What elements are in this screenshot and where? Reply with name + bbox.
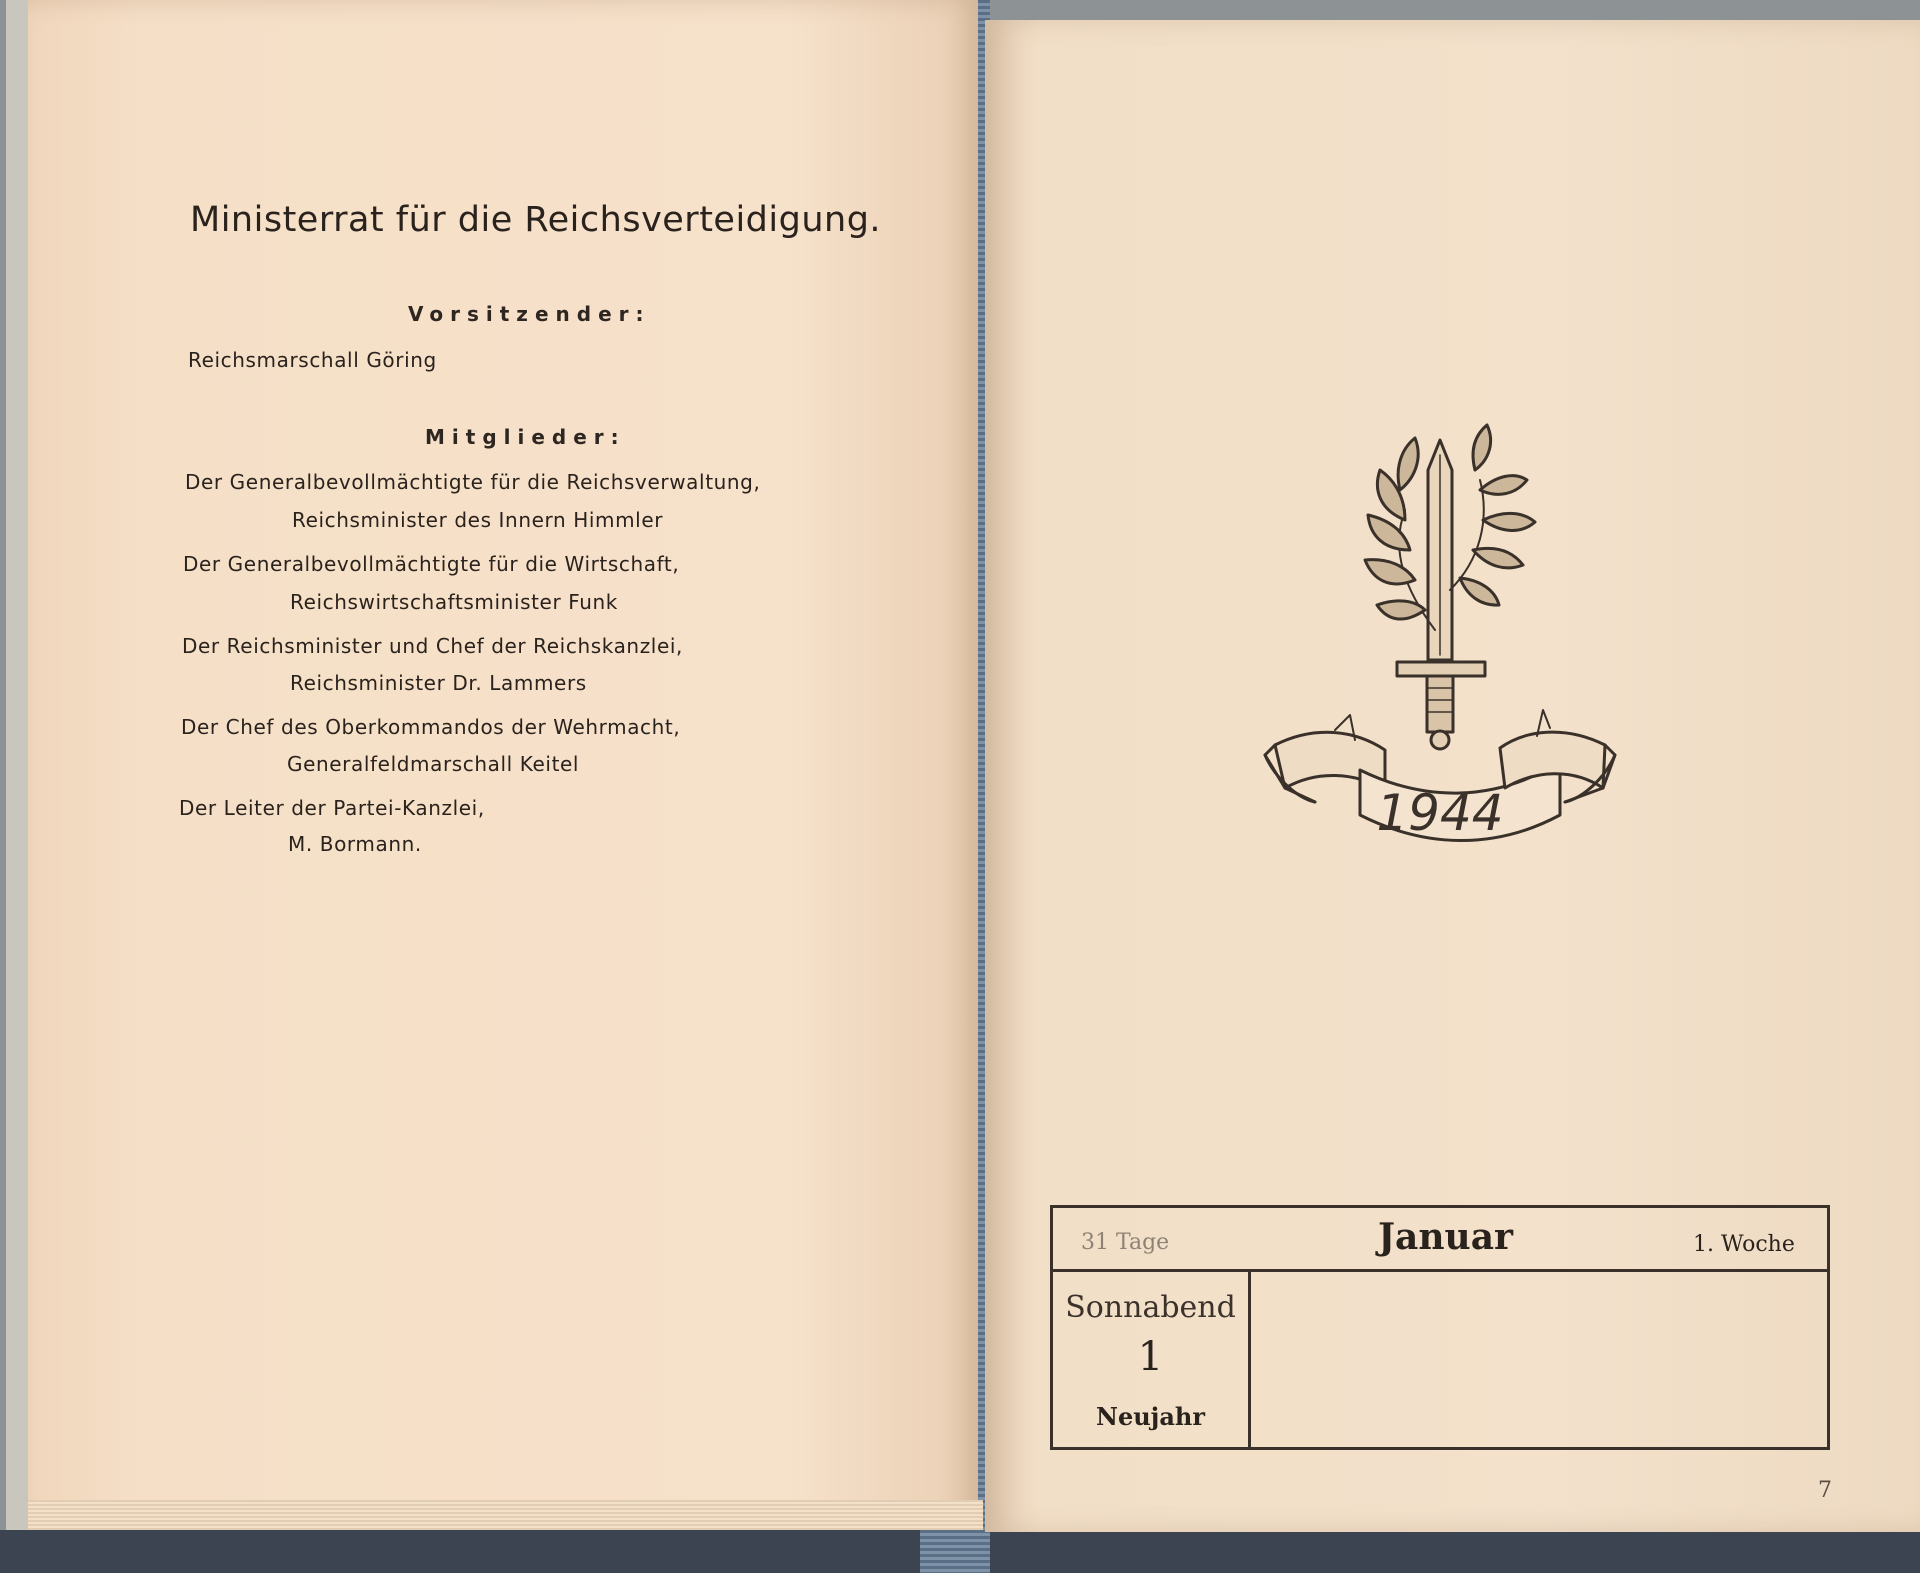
week-number: 1. Woche	[1693, 1232, 1795, 1257]
member-name: Reichsminister Dr. Lammers	[290, 671, 587, 695]
calendar-entry	[1050, 1205, 1830, 1450]
chair-heading: Vorsitzender:	[408, 302, 651, 326]
page-title: Ministerrat für die Reichsverteidigung.	[190, 200, 882, 240]
page-edges	[28, 1500, 983, 1530]
month-name: Januar	[1378, 1216, 1513, 1258]
member-role: Der Generalbevollmächtigte für die Reichsverwaltung,	[185, 470, 761, 494]
weekday: Sonnabend	[1065, 1290, 1236, 1325]
sword-laurel-banner-icon	[1205, 410, 1675, 880]
members-heading: Mitglieder:	[425, 425, 626, 449]
member-name: Reichswirtschaftsminister Funk	[290, 590, 618, 614]
day-cell	[1053, 1272, 1251, 1447]
calendar-entry-header	[1053, 1208, 1827, 1272]
member-role: Der Generalbevollmächtigte für die Wirtschaft,	[183, 552, 680, 576]
day-number: 1	[1137, 1334, 1164, 1380]
chair-name: Reichsmarschall Göring	[188, 348, 437, 372]
holiday-name: Neujahr	[1096, 1402, 1205, 1431]
page-number: 7	[1818, 1478, 1832, 1503]
member-role: Der Chef des Oberkommandos der Wehrmacht,	[181, 715, 681, 739]
member-role: Der Reichsminister und Chef der Reichskanzlei,	[182, 634, 683, 658]
member-role: Der Leiter der Partei-Kanzlei,	[179, 796, 485, 820]
member-name: Generalfeldmarschall Keitel	[287, 752, 580, 776]
member-name: M. Bormann.	[288, 832, 422, 856]
member-name: Reichsminister des Innern Himmler	[292, 508, 664, 532]
emblem-year: 1944	[1376, 784, 1504, 842]
days-in-month: 31 Tage	[1081, 1230, 1170, 1255]
notes-area[interactable]	[1251, 1272, 1827, 1447]
